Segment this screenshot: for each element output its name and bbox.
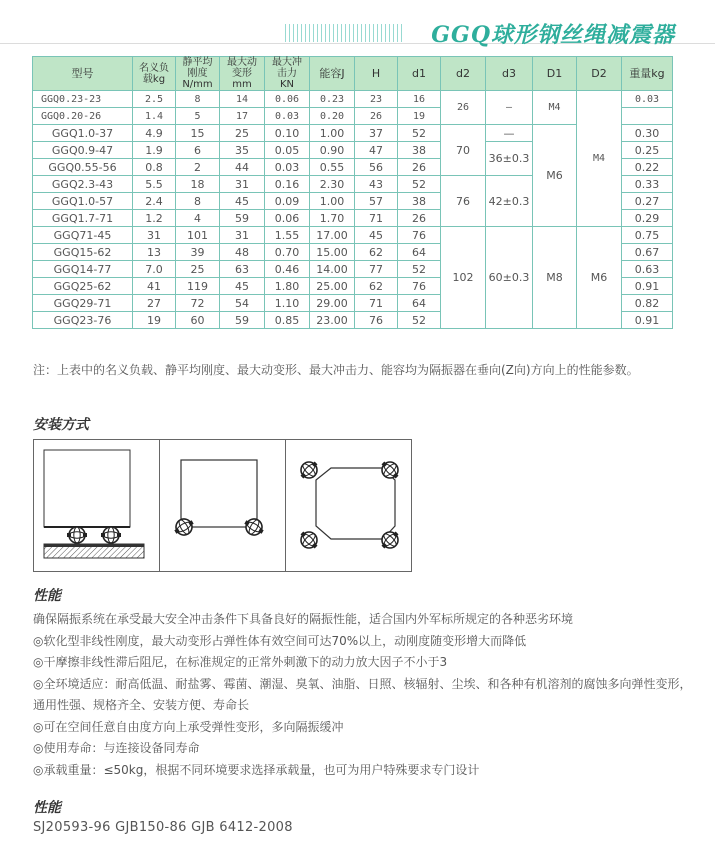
isolator-icon	[296, 527, 321, 552]
table-row: GGQ15-62 13 39 48 0.70 15.00 62 64 0.67	[33, 244, 673, 261]
table-row: GGQ25-62 41 119 45 1.80 25.00 62 76 0.91	[33, 278, 673, 295]
d3-group-c: 42±0.3	[486, 176, 533, 227]
col-header-deform: 最大动 变形 mm	[220, 57, 265, 91]
table-header-row	[33, 57, 673, 91]
d3-group-b1: —	[486, 125, 533, 142]
D1-group-d: M8	[533, 227, 577, 329]
d2-group-d: 102	[441, 227, 486, 329]
d3-group-a: —	[486, 91, 533, 125]
col-header-D1: D1	[533, 57, 577, 91]
spec-table	[32, 56, 673, 329]
col-header-weight: 重量kg	[622, 57, 673, 91]
performance-line: ◎软化型非线性刚度，最大动变形占弹性体有效空间可达70%以上，动刚度随变形增大而降低	[33, 633, 527, 648]
isolator-icon	[101, 527, 121, 543]
performance-line: ◎干摩擦非线性滞后阻尼，在标准规定的正常外刺激下的动力放大因子不小于3	[33, 655, 448, 669]
D1-group-bc: M6	[533, 125, 577, 227]
D1-group-a: M4	[533, 91, 577, 125]
page-title: GGQ球形钢丝绳减震器	[431, 22, 675, 48]
D2-group-abc: M4	[577, 91, 622, 227]
col-header-load: 名义负 载kg	[133, 57, 176, 91]
header-dot-pattern	[285, 24, 405, 42]
performance-line: 确保隔振系统在承受最大安全冲击条件下具备良好的隔振性能，适合国内外军标所规定的各种恶劣环境	[33, 612, 574, 626]
install-drawings	[34, 440, 411, 571]
install-side-mount	[171, 460, 266, 539]
col-header-model: 型号	[33, 57, 133, 91]
install-four-corner-mount	[296, 457, 402, 552]
d2-group-a: 26	[441, 91, 486, 125]
d3-group-b2: 36±0.3	[486, 142, 533, 176]
page-header	[0, 0, 715, 50]
table-row: GGQ23-76 19 60 59 0.85 23.00 76 52 0.91	[33, 312, 673, 329]
table-row: GGQ1.0-57 2.4 8 45 0.09 1.00 57 38 0.27	[33, 193, 673, 210]
performance-list	[33, 609, 693, 781]
d2-group-c: 76	[441, 176, 486, 227]
table-note: 注：上表中的名义负载、静平均刚度、最大动变形、最大冲击力、能容均为隔振器在垂向(Z向)方向上的性能参数。	[33, 363, 639, 377]
table-row: GGQ29-71 27 72 54 1.10 29.00 71 64 0.82	[33, 295, 673, 312]
install-floor-mount	[44, 450, 144, 558]
col-header-d3: d3	[486, 57, 533, 91]
col-header-d1: d1	[398, 57, 441, 91]
col-header-h: H	[355, 57, 398, 91]
d2-group-b: 70	[441, 125, 486, 176]
table-row: GGQ0.55-56 0.8 2 44 0.03 0.55 56 26 0.22	[33, 159, 673, 176]
table-row: GGQ0.20-26 1.4 5 17 0.03 0.20 26 19	[33, 108, 673, 125]
table-row: GGQ0.23-23 2.5 8 14 0.06 0.23 23 16 26 — M4 M4 0.03	[33, 91, 673, 108]
table-row: GGQ1.0-37 4.9 15 25 0.10 1.00 37 52 70 — M6 0.30	[33, 125, 673, 142]
table-row: GGQ0.9-47 1.9 6 35 0.05 0.90 47 38 36±0.3 0.25	[33, 142, 673, 159]
standards-text: SJ20593-96 GJB150-86 GJB 6412-2008	[33, 820, 293, 835]
col-header-d2: d2	[441, 57, 486, 91]
isolator-icon	[67, 527, 87, 543]
performance-heading: 性能	[33, 588, 61, 604]
table-row: GGQ2.3-43 5.5 18 31 0.16 2.30 43 52 76 42±0.3 0.33	[33, 176, 673, 193]
col-header-impact: 最大冲 击力 KN	[265, 57, 310, 91]
performance-line: ◎可在空间任意自由度方向上承受弹性变形，多向隔振缓冲	[33, 719, 344, 734]
install-heading: 安装方式	[33, 417, 89, 433]
performance-line: ◎使用寿命：与连接设备同寿命	[33, 741, 200, 755]
performance-line: ◎承载重量：≤50kg，根据不同环境要求选择承载量，也可为用户特殊要求专门设计	[33, 762, 480, 777]
performance-line: ◎全环境适应：耐高低温、耐盐雾、霉菌、潮湿、臭氧、油脂、日照、核辐射、尘埃、和各种有机溶剂的腐蚀多向弹性变形，通用性强、规格齐全、安装方便、寿命长	[33, 676, 692, 712]
col-header-stiffness: 静平均 刚度 N/mm	[176, 57, 220, 91]
d3-group-d: 60±0.3	[486, 227, 533, 329]
table-row: GGQ1.7-71 1.2 4 59 0.06 1.70 71 26 0.29	[33, 210, 673, 227]
col-header-energy: 能容J	[310, 57, 355, 91]
D2-group-d: M6	[577, 227, 622, 329]
install-diagram	[33, 439, 412, 572]
col-header-D2: D2	[577, 57, 622, 91]
table-row: GGQ71-45 31 101 31 1.55 17.00 45 76 102 60±0.3 M8 M6 0.75	[33, 227, 673, 244]
table-row: GGQ14-77 7.0 25 63 0.46 14.00 77 52 0.63	[33, 261, 673, 278]
standards-heading: 性能	[33, 800, 61, 816]
